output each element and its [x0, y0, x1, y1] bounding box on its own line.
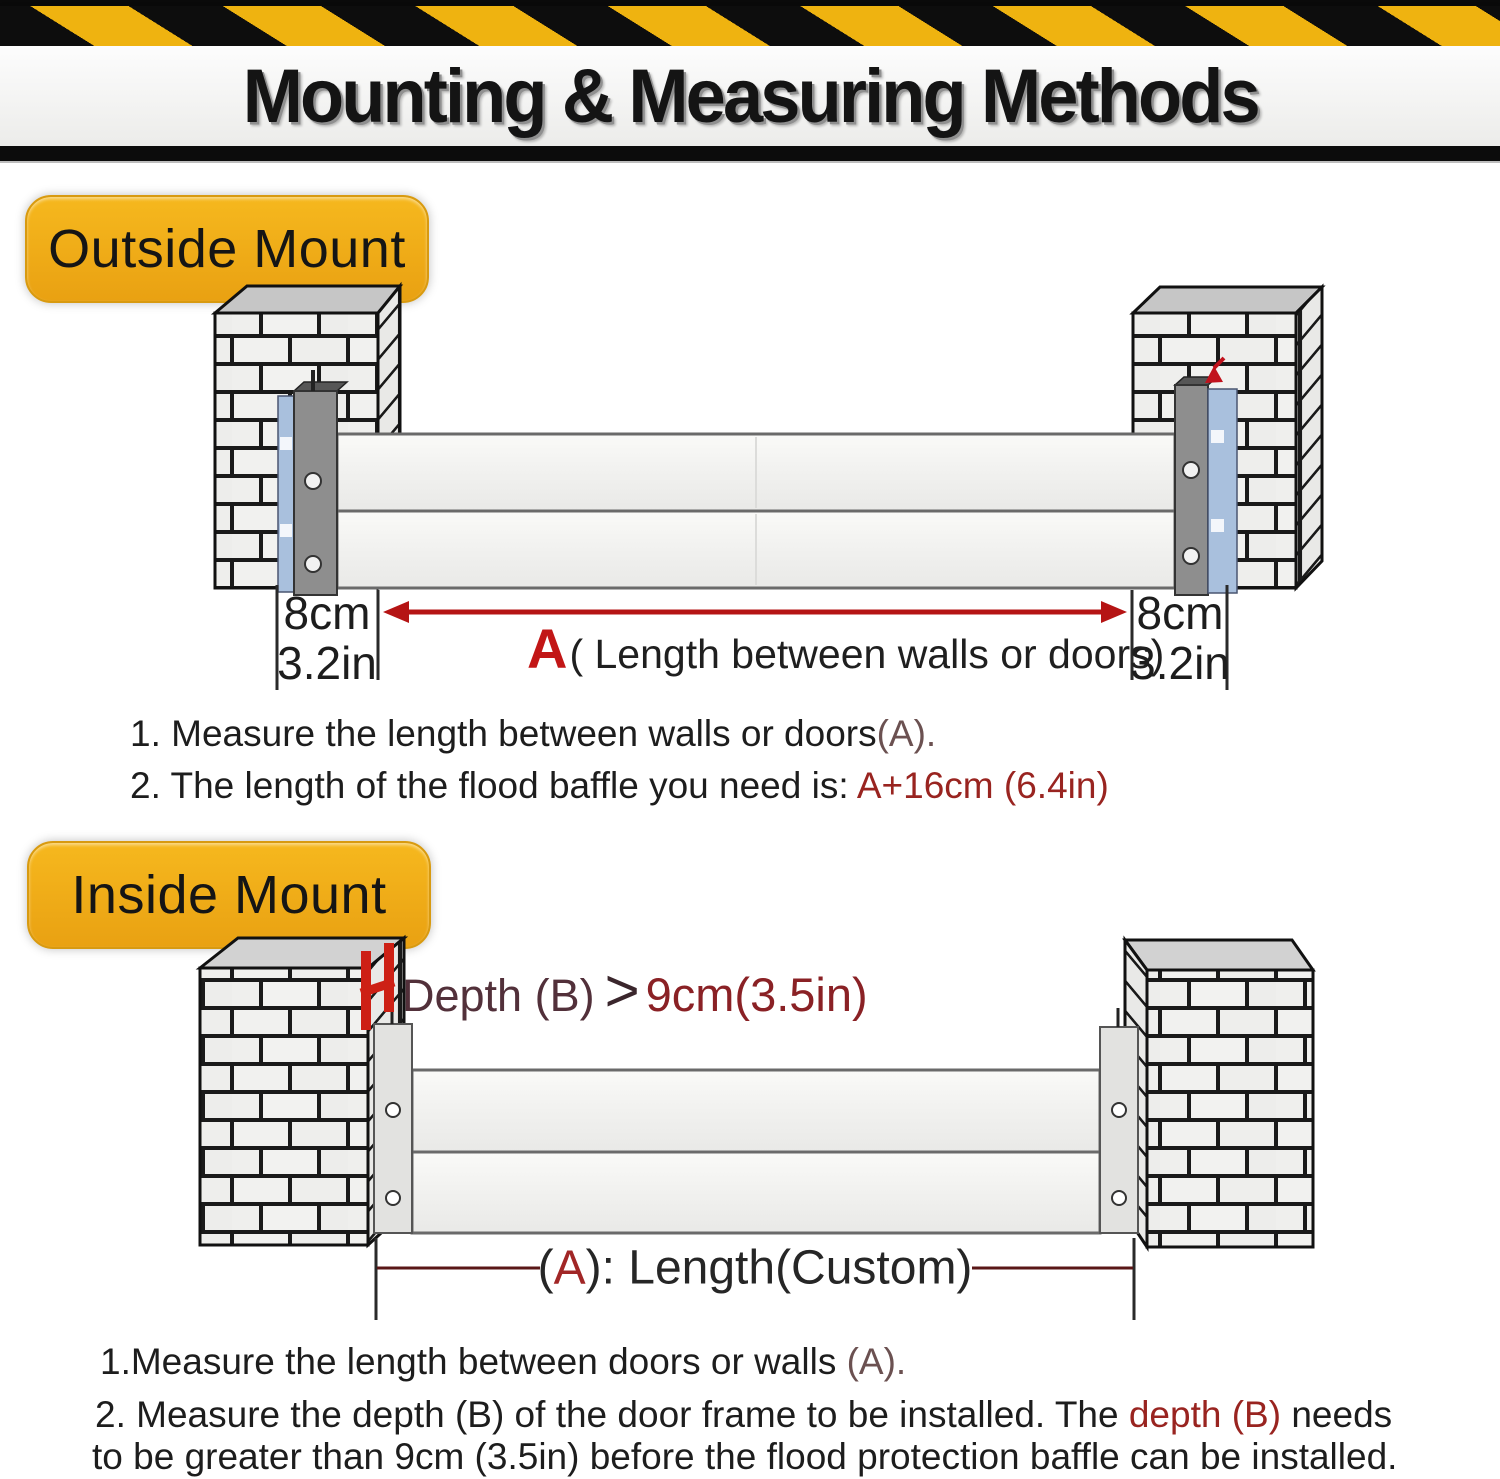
inside-instruction-2-accent: depth (B)	[1128, 1394, 1282, 1435]
outside-instruction-1	[130, 712, 936, 756]
bracket-seal-strip	[1208, 389, 1237, 593]
screw-hole	[1112, 1191, 1126, 1205]
custom-length-open-paren: (	[537, 1241, 554, 1295]
depth-requirement-label	[402, 956, 868, 1025]
outside-instruction-2-accent: A+16cm (6.4in)	[856, 765, 1109, 806]
custom-length-text: ): Length(Custom)	[585, 1241, 973, 1295]
pillar-front-face	[1147, 970, 1313, 1247]
screw-hole	[386, 1191, 400, 1205]
span-length-label-a: A	[527, 617, 568, 680]
span-length-label-text: ( Length between walls or doors)	[569, 631, 1165, 677]
baffle-panel-bottom	[412, 1152, 1100, 1233]
outside-right-bracket	[1175, 358, 1237, 595]
outside-mount-badge-label: Outside Mount	[48, 219, 406, 279]
inside-mount-badge-label: Inside Mount	[71, 865, 387, 925]
seal-notch	[280, 524, 292, 537]
custom-length-a: A	[553, 1241, 586, 1295]
outside-instruction-1-accent: (A).	[876, 713, 937, 754]
outside-left-bracket	[278, 370, 347, 595]
greater-than-symbol: >	[604, 957, 640, 1024]
screw-hole	[1183, 462, 1199, 478]
inside-left-plate	[374, 1006, 412, 1233]
inside-right-plate	[1100, 1008, 1138, 1233]
left-gap-inch: 3.2in	[277, 637, 377, 689]
inside-instruction-1	[100, 1340, 906, 1384]
bracket-seal-strip	[278, 396, 294, 592]
right-gap-cm: 8cm	[1136, 587, 1224, 639]
pillar-top-face	[1133, 287, 1322, 313]
bracket-top-bevel	[294, 382, 347, 391]
inside-instruction-1-text: 1.Measure the length between doors or walls	[100, 1341, 847, 1382]
seal-notch	[1211, 430, 1224, 443]
screw-hole	[305, 473, 321, 489]
inside-flood-baffle	[412, 1070, 1100, 1233]
screw-hole	[305, 556, 321, 572]
span-length-label	[527, 616, 1164, 681]
right-gap-inch: 3.2in	[1130, 637, 1230, 689]
depth-label-text: Depth (B)	[402, 970, 595, 1021]
seal-notch	[1211, 519, 1224, 532]
outside-flood-baffle	[337, 434, 1175, 588]
baffle-panel-top	[412, 1070, 1100, 1152]
pillar-front-face	[200, 968, 368, 1245]
custom-length-label	[538, 1241, 973, 1296]
pillar-side-face	[1296, 287, 1322, 588]
screw-hole	[1183, 548, 1199, 564]
inside-instruction-2-line1	[95, 1393, 1392, 1437]
outside-instruction-1-text: 1. Measure the length between walls or doors	[130, 713, 877, 754]
depth-value: 9cm(3.5in)	[645, 968, 868, 1021]
left-gap-measurement	[272, 588, 382, 688]
left-gap-cm: 8cm	[283, 587, 371, 639]
inside-instruction-2-line2: to be greater than 9cm (3.5in) before the flood protection baffle can be installed.	[92, 1436, 1398, 1477]
pillar-top-face	[215, 286, 400, 313]
inside-right-pillar	[1125, 940, 1313, 1247]
pillar-top-face	[1125, 940, 1313, 970]
screw-hole	[386, 1103, 400, 1117]
inside-instruction-1-accent: (A).	[846, 1341, 907, 1382]
span-arrow-head-left	[383, 601, 409, 623]
inside-instruction-2-part2: needs	[1281, 1394, 1393, 1435]
page-title: Mounting & Measuring Methods	[242, 53, 1258, 139]
inside-instruction-2-part1: 2. Measure the depth (B) of the door frame to be installed. The	[95, 1394, 1129, 1435]
outside-instruction-2	[130, 764, 1109, 808]
screw-hole	[1112, 1103, 1126, 1117]
outside-instruction-2-text: 2. The length of the flood baffle you need is:	[130, 765, 857, 806]
seal-notch	[280, 437, 292, 450]
